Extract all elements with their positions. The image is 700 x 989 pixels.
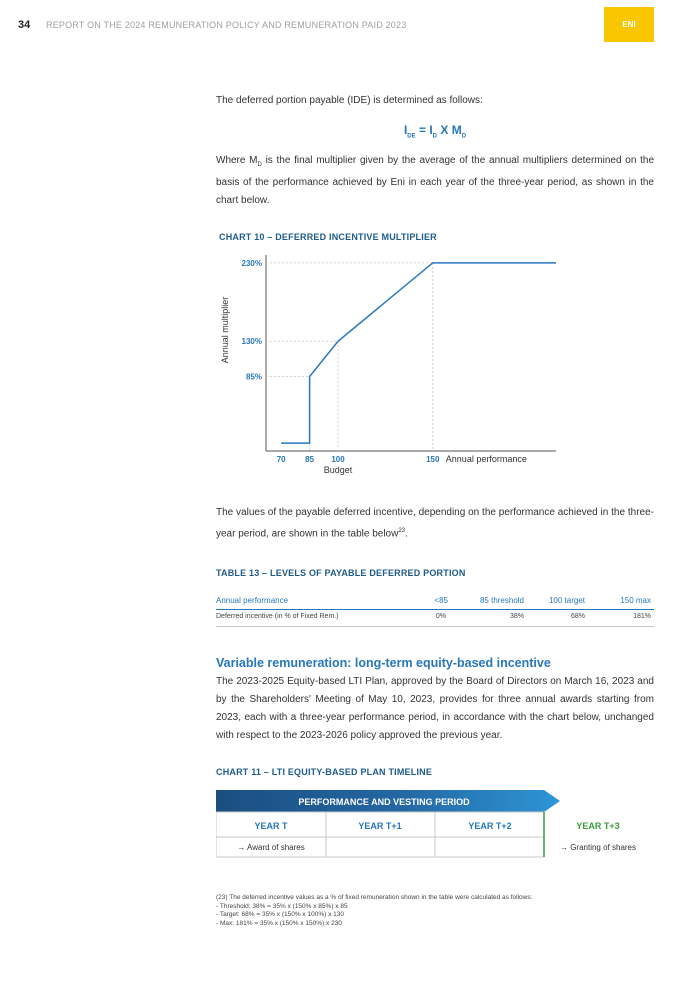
table-cell: 181%: [633, 613, 651, 620]
y-tick-label: 130%: [241, 337, 262, 347]
y-tick-label: 85%: [245, 372, 262, 382]
y-tick-label: 230%: [241, 258, 262, 268]
where-prefix: Where M: [216, 155, 258, 166]
eni-brand-label: ENI: [622, 20, 636, 29]
budget-label: Budget: [323, 465, 353, 475]
values-text: The values of the payable deferred incentive, depending on the performance achieved in the three-year period, are shown in the table below: [216, 507, 654, 540]
eni-brand-tab: [604, 7, 654, 42]
multiplier-series-line: [281, 263, 556, 443]
year-t3-label: YEAR T+3: [576, 821, 620, 831]
table-header-cell: 150 max: [620, 596, 651, 605]
year-t1-label: YEAR T+1: [358, 821, 402, 831]
x-tick-label: 85: [305, 455, 315, 464]
year-t-label: YEAR T: [254, 821, 288, 831]
chart10-plot: [216, 248, 556, 480]
award-of-shares: → Award of shares: [237, 843, 305, 852]
formula-i: I: [429, 123, 433, 137]
variable-paragraph: The 2023-2025 Equity-based LTI Plan, approved by the Board of Directors on March 16, 2023 and by the Shareholders' Meeting of May 10, 2023, provides for three annual awards starting from 2023, each with a three-year performance period, in accordance with the chart below, unchanged with respect to the 2023-2026 policy approved the previous year.: [216, 676, 654, 741]
x-axis-label: Annual performance: [445, 454, 527, 464]
table-header-cell: <85: [434, 596, 448, 605]
table-header-cell: 85 threshold: [479, 596, 524, 605]
chart11-title: CHART 11 – LTI EQUITY-BASED PLAN TIMELINE: [216, 767, 433, 777]
where-paragraph: [216, 152, 654, 210]
x-tick-label: 100: [331, 455, 345, 464]
footnote: [216, 894, 532, 928]
table-header-row: [216, 593, 654, 610]
where-sub: D: [257, 162, 262, 168]
table13-title: TABLE 13 – LEVELS OF PAYABLE DEFERRED PORTION: [216, 568, 466, 578]
table-cell: 0%: [435, 613, 446, 620]
formula-times: X: [437, 123, 452, 137]
x-tick-label: 70: [276, 455, 286, 464]
values-end: .: [405, 528, 408, 540]
report-title: REPORT ON THE 2024 REMUNERATION POLICY AND REMUNERATION PAID 2023: [46, 20, 407, 30]
formula-equals: =: [415, 123, 430, 137]
footnote-line: (23) The deferred incentive values as a % of fixed remuneration shown in the table were calculated as follows:: [216, 894, 533, 901]
table-header-cell: 100 target: [548, 596, 585, 605]
table-header-cell: Annual performance: [216, 596, 289, 605]
table-row: [216, 610, 654, 627]
deferred-formula: [216, 123, 654, 139]
year-t2-label: YEAR T+2: [468, 821, 512, 831]
formula-m: M: [451, 123, 462, 137]
chart10-title: CHART 10 – DEFERRED INCENTIVE MULTIPLIER: [219, 232, 437, 242]
y-axis-label: Annual multiplier: [220, 296, 230, 364]
table-cell: 68%: [570, 613, 585, 620]
footnote-line: - Threshold: 38% = 35% x (150% x 85%) x 85: [216, 902, 348, 910]
formula-lhs: I: [403, 123, 408, 137]
formula-m-sub: D: [461, 133, 467, 140]
intro-paragraph: The deferred portion payable (IDE) is determined as follows:: [216, 95, 483, 106]
footnote-line: - Target: 68% = 35% x (150% x 100%) x 130: [216, 911, 344, 918]
banner-label: PERFORMANCE AND VESTING PERIOD: [298, 797, 470, 807]
footnote-ref: 23: [398, 528, 406, 534]
page-number: 34: [18, 19, 31, 31]
table-cell: 38%: [509, 613, 524, 620]
granting-of-shares: → Granting of shares: [559, 843, 637, 852]
where-rest: is the final multiplier given by the average of the annual multipliers determined on the basis of the performance achieved by Eni in each year of the three-year period, as shown in the chart below.: [216, 155, 655, 206]
x-tick-label: 150: [426, 455, 440, 464]
values-paragraph: [216, 504, 654, 543]
footnote-line: - Max: 181% = 35% x (150% x 150%) x 230: [216, 919, 342, 927]
formula-lhs-sub: DE: [407, 133, 416, 140]
table-cell: Deferred incentive (in % of Fixed Rem.): [216, 613, 339, 620]
formula-i-sub: D: [432, 133, 438, 140]
section-heading: Variable remuneration: long-term equity-based incentive: [216, 656, 551, 670]
lti-timeline: [216, 788, 656, 860]
